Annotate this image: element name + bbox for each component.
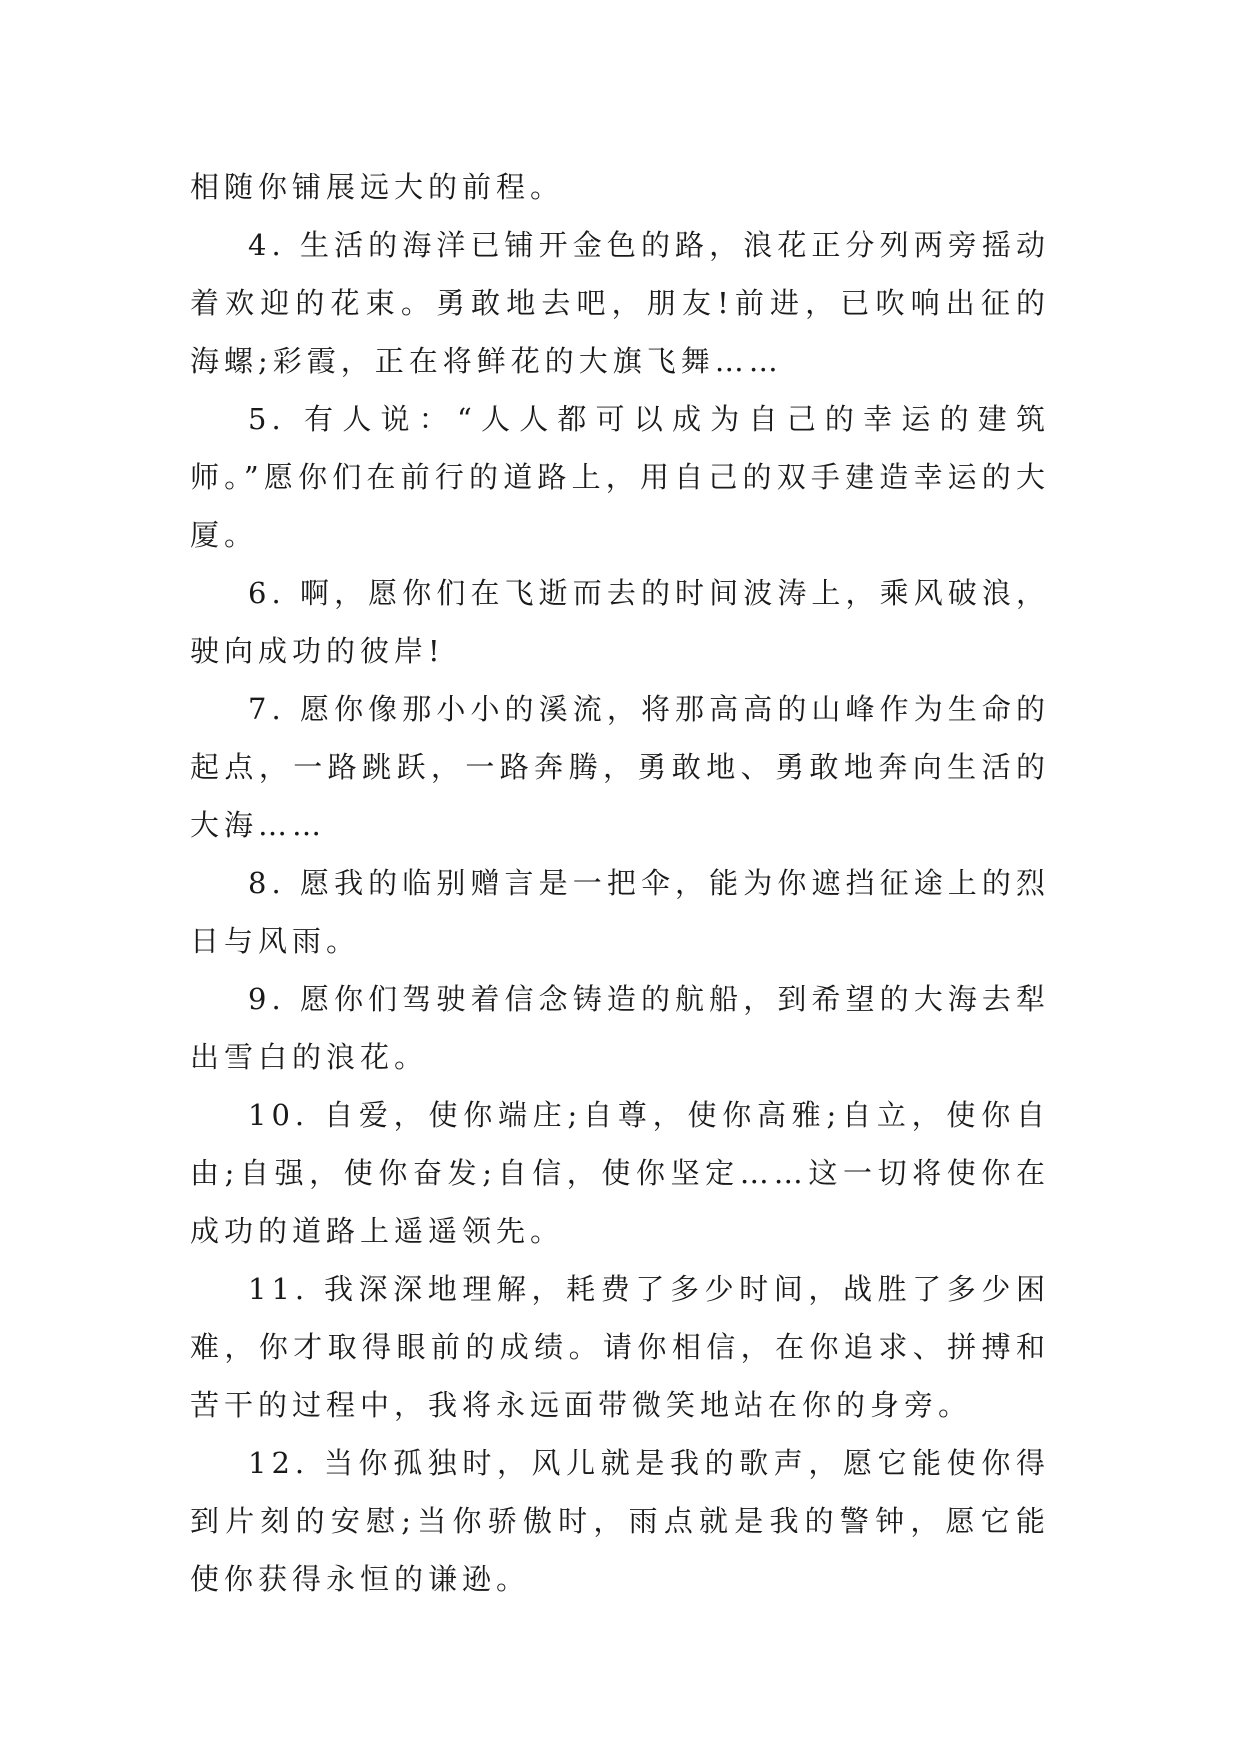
list-item: 9. 愿你们驾驶着信念铸造的航船，到希望的大海去犁出雪白的浪花。: [190, 982, 1050, 1074]
list-item: 10. 自爱，使你端庄;自尊，使你高雅;自立，使你自由;自强，使你奋发;自信，使你坚定……这一切将使你在成功的道路上遥遥领先。: [190, 1098, 1050, 1248]
list-item: 6. 啊，愿你们在飞逝而去的时间波涛上，乘风破浪，驶向成功的彼岸!: [190, 576, 1050, 668]
list-item: 11. 我深深地理解，耗费了多少时间，战胜了多少困难，你才取得眼前的成绩。请你相信，在你追求、拼搏和苦干的过程中，我将永远面带微笑地站在你的身旁。: [190, 1272, 1050, 1422]
list-item: 5. 有人说：“人人都可以成为自己的幸运的建筑师。”愿你们在前行的道路上，用自己的双手建造幸运的大厦。: [190, 402, 1050, 552]
document-body: [190, 158, 1050, 1608]
continuation-paragraph: 相随你铺展远大的前程。: [190, 170, 565, 204]
list-item: 4. 生活的海洋已铺开金色的路，浪花正分列两旁摇动着欢迎的花束。勇敢地去吧，朋友!前进，已吹响出征的海螺;彩霞，正在将鲜花的大旗飞舞……: [190, 228, 1050, 378]
list-item: 12. 当你孤独时，风儿就是我的歌声，愿它能使你得到片刻的安慰;当你骄傲时，雨点就是我的警钟，愿它能使你获得永恒的谦逊。: [190, 1446, 1050, 1596]
list-item: 7. 愿你像那小小的溪流，将那高高的山峰作为生命的起点，一路跳跃，一路奔腾，勇敢地、勇敢地奔向生活的大海……: [190, 692, 1050, 842]
list-item: 8. 愿我的临别赠言是一把伞，能为你遮挡征途上的烈日与风雨。: [190, 866, 1050, 958]
